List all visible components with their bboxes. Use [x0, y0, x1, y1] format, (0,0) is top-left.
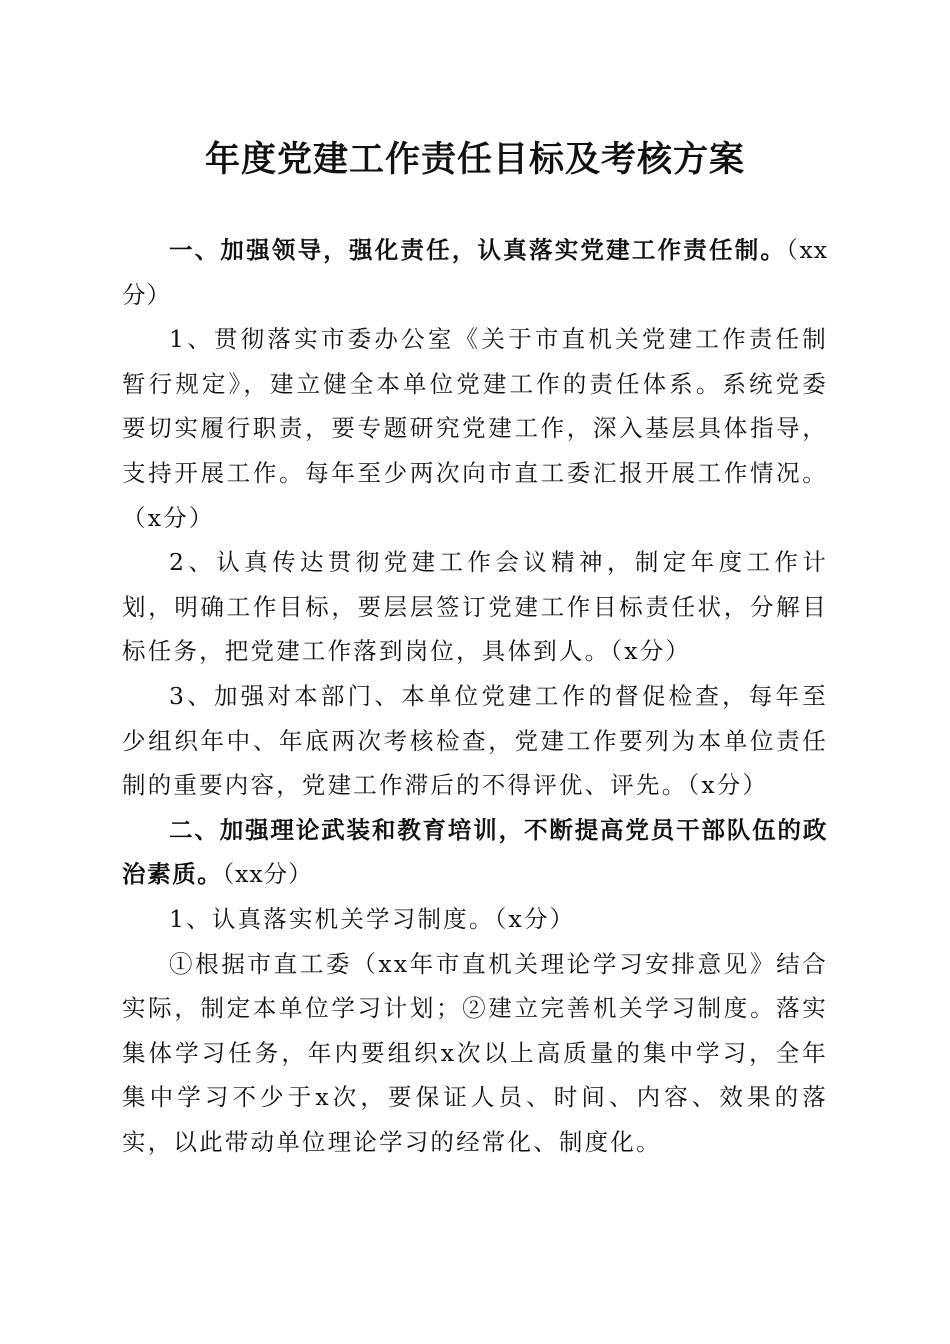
- section-2-heading-paragraph: [122, 808, 828, 897]
- section-1-heading: 一、加强领导，强化责任，认真落实党建工作责任制。: [169, 236, 787, 264]
- section-1-heading-paragraph: [122, 228, 828, 317]
- section-1-item-2: 2、认真传达贯彻党建工作会议精神，制定年度工作计划，明确工作目标，要层层签订党建工作目标责任状，分解目标任务，把党建工作落到岗位，具体到人。（x分）: [122, 548, 828, 666]
- section-2-item-1: 1、认真落实机关学习制度。（x分）: [169, 904, 576, 933]
- document-title: 年度党建工作责任目标及考核方案: [204, 139, 745, 180]
- section-2-heading: 二、加强理论武装和教育培训，不断提高党员干部队伍的政治素质。: [122, 815, 828, 889]
- section-2-score: （xx分）: [222, 860, 313, 889]
- section-1-item-1: 1、贯彻落实市委办公室《关于市直机关党建工作责任制暂行规定》，建立健全本单位党建工作的责任体系。系统党委要切实履行职责，要专题研究党建工作，深入基层具体指导，支持开展工作。每年至少两次向市直工委汇报开展工作情况。（x分）: [122, 325, 828, 532]
- section-1-score: （xx分）: [122, 236, 828, 309]
- section-2-item-1-detail: ①根据市直工委（xx年市直机关理论学习安排意见》结合实际，制定本单位学习计划；②建立完善机关学习制度。落实集体学习任务，年内要组织x次以上高质量的集中学习，全年集中学习不少于x次，要保证人员、时间、内容、效果的落实，以此带动单位理论学习的经常化、制度化。: [122, 949, 828, 1156]
- section-1-item-3: 3、加强对本部门、本单位党建工作的督促检查，每年至少组织年中、年底两次考核检查，党建工作要列为本单位责任制的重要内容，党建工作滞后的不得评优、评先。（x分）: [122, 681, 828, 800]
